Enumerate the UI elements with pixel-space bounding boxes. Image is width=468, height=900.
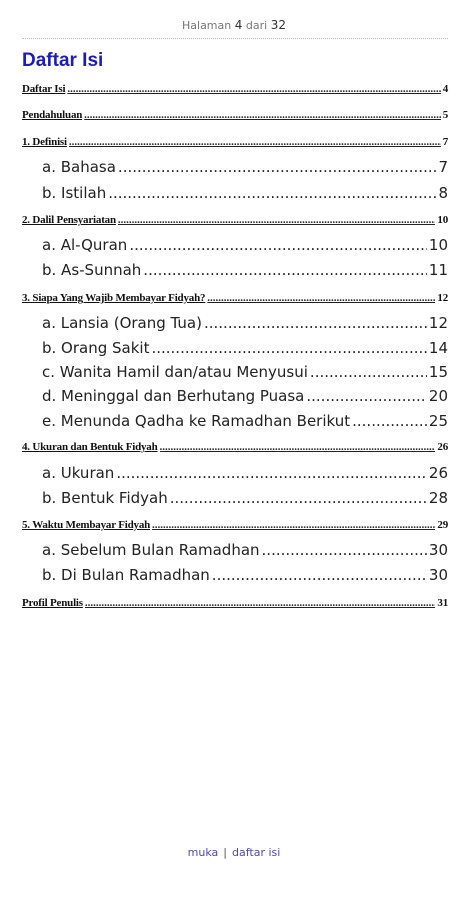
current-page: 4 — [234, 18, 243, 32]
toc-section-link[interactable] — [22, 566, 448, 584]
toc-chapter-link[interactable] — [22, 441, 448, 453]
toc-section-link[interactable] — [22, 236, 448, 254]
dot-leader — [67, 83, 440, 95]
toc-link[interactable]: daftar isi — [232, 846, 281, 859]
toc-entry-page: 26 — [437, 441, 448, 453]
toc-section-link[interactable] — [22, 387, 448, 405]
toc-entry-label: 3. Siapa Yang Wajib Membayar Fidyah? — [22, 292, 206, 304]
toc-entry-label: d. Meninggal dan Berhutang Puasa — [42, 387, 305, 405]
toc-entry-label: c. Wanita Hamil dan/atau Menyusui — [42, 363, 308, 381]
dot-leader — [212, 566, 427, 584]
dot-leader — [160, 441, 436, 453]
toc-section-link[interactable] — [22, 489, 448, 507]
dot-leader — [151, 339, 426, 357]
page-of-label: dari — [245, 19, 268, 32]
toc-entry-page: 30 — [428, 541, 448, 559]
dot-leader — [152, 519, 435, 531]
toc-chapter-link[interactable] — [22, 214, 448, 226]
footer-nav — [0, 846, 468, 859]
toc-section-link[interactable] — [22, 363, 448, 381]
toc-entry-label: Profil Penulis — [22, 597, 83, 609]
toc-entry-page: 30 — [428, 566, 448, 584]
toc-entry-page: 31 — [437, 597, 448, 609]
home-link[interactable]: muka — [187, 846, 219, 859]
page-label: Halaman — [182, 19, 232, 32]
toc-entry-label: a. Lansia (Orang Tua) — [42, 314, 202, 332]
toc-section-link[interactable] — [22, 541, 448, 559]
toc-chapter-link[interactable] — [22, 136, 448, 148]
toc-entry-page: 15 — [428, 363, 448, 381]
toc-entry-label: b. As-Sunnah — [42, 261, 142, 279]
toc-entry-page: 10 — [437, 214, 448, 226]
dot-leader — [116, 464, 427, 482]
toc-chapter-link[interactable] — [22, 519, 448, 531]
toc-entry-label: e. Menunda Qadha ke Ramadhan Berikut — [42, 412, 351, 430]
toc-entry-label: Daftar Isi — [22, 83, 66, 95]
dot-leader — [118, 158, 437, 176]
toc-section-link[interactable] — [22, 184, 448, 202]
toc-entry-page: 11 — [428, 261, 448, 279]
toc-entry-label: 5. Waktu Membayar Fidyah — [22, 519, 151, 531]
toc-entry-page: 12 — [437, 292, 448, 304]
toc-entry-page: 8 — [438, 184, 448, 202]
page-title: Daftar Isi — [22, 50, 104, 71]
dot-leader — [306, 387, 427, 405]
toc-section-link[interactable] — [22, 464, 448, 482]
toc-entry-page: 14 — [428, 339, 448, 357]
toc-entry-label: a. Sebelum Bulan Ramadhan — [42, 541, 260, 559]
toc-entry-page: 5 — [442, 109, 448, 121]
dot-leader — [262, 541, 427, 559]
dot-leader — [118, 214, 436, 226]
toc-chapter-link[interactable] — [22, 597, 448, 609]
toc-entry-page: 20 — [428, 387, 448, 405]
toc-section-link[interactable] — [22, 412, 448, 430]
toc-entry-page: 25 — [428, 412, 448, 430]
toc-entry-label: 4. Ukuran dan Bentuk Fidyah — [22, 441, 158, 453]
toc-entry-label: 2. Dalil Pensyariatan — [22, 214, 116, 226]
toc-section-link[interactable] — [22, 339, 448, 357]
dot-leader — [207, 292, 435, 304]
toc-entry-label: b. Orang Sakit — [42, 339, 150, 357]
toc-entry-page: 28 — [428, 489, 448, 507]
page-indicator — [0, 18, 468, 32]
footer-separator: | — [223, 846, 227, 859]
toc-entry-label: a. Al-Quran — [42, 236, 128, 254]
dot-leader — [352, 412, 427, 430]
dot-leader — [108, 184, 436, 202]
toc-entry-page: 7 — [438, 158, 448, 176]
toc-entry-page: 7 — [442, 136, 448, 148]
dot-leader — [310, 363, 427, 381]
total-pages: 32 — [270, 18, 286, 32]
toc-entry-page: 10 — [428, 236, 448, 254]
dot-leader — [85, 597, 436, 609]
dot-leader — [129, 236, 427, 254]
toc-entry-label: a. Bahasa — [42, 158, 116, 176]
toc-entry-label: b. Istilah — [42, 184, 107, 202]
toc-entry-label: b. Di Bulan Ramadhan — [42, 566, 210, 584]
dot-leader — [143, 261, 427, 279]
toc-chapter-link[interactable] — [22, 83, 448, 95]
toc-chapter-link[interactable] — [22, 109, 448, 121]
dot-leader — [204, 314, 427, 332]
toc-entry-label: b. Bentuk Fidyah — [42, 489, 168, 507]
toc-entry-page: 26 — [428, 464, 448, 482]
toc-entry-label: Pendahuluan — [22, 109, 83, 121]
toc-section-link[interactable] — [22, 261, 448, 279]
toc-entry-page: 29 — [437, 519, 448, 531]
header-divider — [22, 38, 448, 39]
toc-chapter-link[interactable] — [22, 292, 448, 304]
toc-entry-label: a. Ukuran — [42, 464, 115, 482]
dot-leader — [170, 489, 427, 507]
dot-leader — [69, 136, 441, 148]
toc-section-link[interactable] — [22, 158, 448, 176]
dot-leader — [84, 109, 441, 121]
toc-section-link[interactable] — [22, 314, 448, 332]
toc-entry-page: 4 — [442, 83, 448, 95]
toc-entry-page: 12 — [428, 314, 448, 332]
toc-entry-label: 1. Definisi — [22, 136, 67, 148]
